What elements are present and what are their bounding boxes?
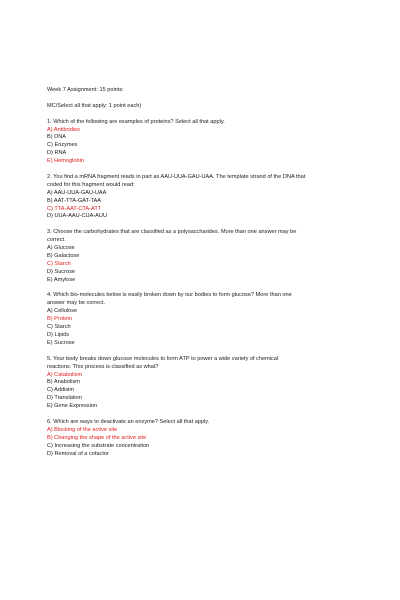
answer-option: A) Cellulose (47, 308, 78, 315)
question-block (47, 229, 367, 284)
answer-option: D) Lipids (47, 332, 70, 339)
question-prompt: 5. Your body breaks down glucose molecules to form ATP to power a wide variety of chemical (47, 355, 279, 362)
answer-option: E) Gene Expression (47, 403, 98, 410)
answer-option: B) Galactose (47, 252, 80, 259)
question-block (47, 292, 367, 347)
answer-option: A) Glucose (47, 245, 75, 252)
answer-option: B) AAT-TTA-GAT-TAA (47, 197, 101, 204)
answer-option-highlighted: C) Starch (47, 260, 71, 267)
question-block (47, 356, 367, 411)
spacer (47, 411, 367, 419)
spacer (47, 285, 367, 293)
question-block (47, 119, 367, 166)
spacer (47, 221, 367, 229)
spacer (47, 111, 367, 119)
answer-option: B) Anabolism (47, 379, 80, 386)
answer-option: C) Starch (47, 324, 71, 331)
answer-option-highlighted: A) Antibodies (47, 126, 80, 133)
answer-option: E) Amylose (47, 276, 76, 283)
answer-option: D) Removal of a cofactor (47, 450, 109, 457)
question-prompt: answer may be correct. (47, 300, 106, 307)
answer-option-highlighted: B) Protein (47, 316, 72, 323)
question-prompt: 2. You find a mRNA fragment reads in part as AAU-UUA-GAU-UAA. The template strand of the DNA that (47, 173, 306, 180)
answer-option-highlighted: A) Catabolism (47, 371, 83, 378)
spacer (47, 95, 367, 103)
answer-option-highlighted: B) Changing the shape of the active site (47, 434, 147, 441)
answer-option: C) Increasing the substrate concentration (47, 442, 150, 449)
assignment-header: Week 7 Assignment: 15 points: (47, 87, 124, 93)
question-prompt: 4. Which bio-molecules below is easily broken down by our bodies to form glucose? More than one (47, 292, 292, 299)
document-content (47, 87, 367, 458)
answer-option: D) Sucrose (47, 268, 75, 275)
section-instructions: MC/Select all that apply: 1 point each) (47, 102, 142, 109)
question-prompt: 6. Which are ways to deactivate an enzyme? Select all that apply. (47, 418, 210, 425)
answer-option: A) AAU-UUA-GAU-UAA (47, 189, 107, 196)
answer-option-highlighted: A) Blocking of the active site (47, 426, 118, 433)
question-prompt: correct. (47, 237, 66, 244)
question-block (47, 419, 367, 459)
question-list (47, 111, 367, 459)
question-prompt: 3. Choose the carbohydrates that are classified as a polysaccharides. More than one answer may be (47, 229, 297, 236)
answer-option: C) Addisim (47, 387, 75, 394)
question-prompt: reactions. This process is classified as what? (47, 363, 159, 370)
answer-option-highlighted: C) TTA-AAT-CTA-ATT (47, 205, 102, 212)
question-prompt: 1. Which of the following are examples of proteins? Select all that apply. (47, 118, 225, 125)
answer-option: D) Translation (47, 395, 82, 402)
answer-option: D) RNA (47, 150, 67, 157)
answer-option: D) UUA-AAU-CUA-AUU (47, 213, 107, 220)
answer-option-highlighted: E) Hemoglobin (47, 158, 84, 165)
spacer (47, 348, 367, 356)
answer-option: E) Sucrose (47, 339, 75, 346)
question-prompt: coded for this fragment would read: (47, 181, 135, 188)
spacer (47, 166, 367, 174)
answer-option: B) DNA (47, 134, 66, 141)
answer-option: C) Enzymes (47, 142, 78, 149)
question-block (47, 174, 367, 221)
